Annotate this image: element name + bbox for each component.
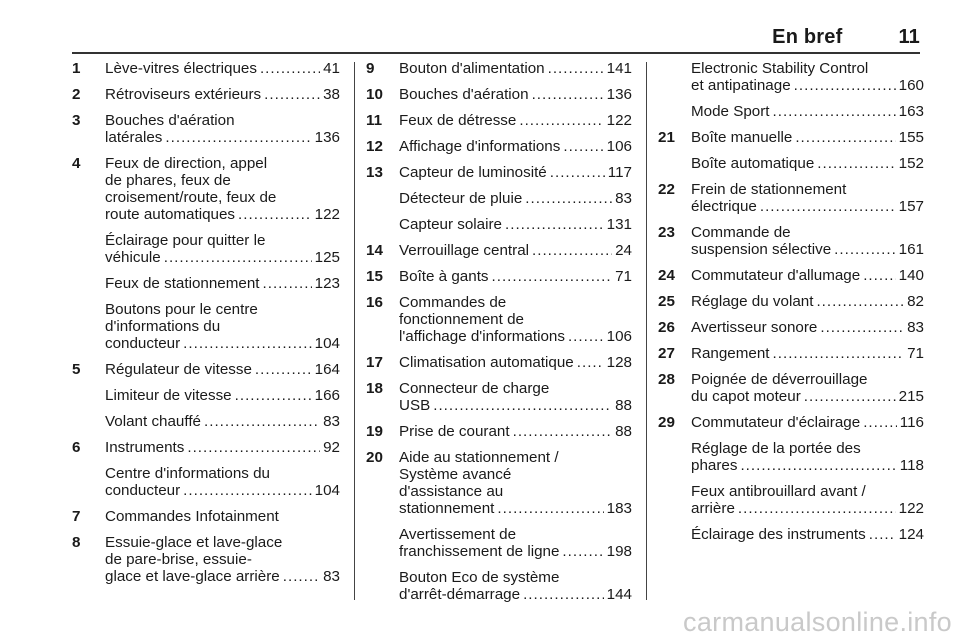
entry-text-line: Electronic Stability Control xyxy=(691,60,869,77)
index-column-3 xyxy=(658,60,924,552)
page-reference[interactable]: 131 xyxy=(606,216,632,233)
page-reference[interactable]: 117 xyxy=(607,164,632,181)
entry-text-line: Commutateur d'allumage xyxy=(691,267,861,284)
index-entry xyxy=(72,301,340,352)
page-reference[interactable]: 198 xyxy=(606,543,632,560)
callout-number: 9 xyxy=(366,60,375,77)
index-entry xyxy=(366,60,632,77)
entry-text-line: Commandes Infotainment xyxy=(105,508,279,525)
callout-number: 8 xyxy=(72,534,81,551)
entry-text-line: Avertisseur sonore xyxy=(691,319,818,336)
entry-text-line: d'arrêt-démarrage xyxy=(399,586,521,603)
index-entry xyxy=(72,439,340,456)
dot-leader xyxy=(183,482,312,499)
entry-text-line: Boîte manuelle xyxy=(691,129,793,146)
index-entry xyxy=(658,103,924,120)
dot-leader xyxy=(523,586,604,603)
callout-number: 11 xyxy=(366,112,383,129)
index-entry xyxy=(658,345,924,362)
index-entry xyxy=(366,449,632,517)
entry-text-line: Bouches d'aération xyxy=(105,112,235,129)
callout-number: 1 xyxy=(72,60,81,77)
dot-leader xyxy=(795,129,895,146)
index-entry xyxy=(366,569,632,603)
dot-leader xyxy=(519,112,603,129)
callout-number: 25 xyxy=(658,293,675,310)
page-reference[interactable]: 24 xyxy=(615,242,632,259)
index-entry xyxy=(658,414,924,431)
column-divider-1 xyxy=(354,62,355,600)
dot-leader xyxy=(505,216,604,233)
dot-leader xyxy=(264,86,320,103)
entry-text-line: l'affichage d'informations xyxy=(399,328,565,345)
index-entry xyxy=(658,267,924,284)
callout-number: 17 xyxy=(366,354,383,371)
index-entry xyxy=(366,190,632,207)
entry-text-line: stationnement xyxy=(399,500,495,517)
watermark: carmanualsonline.info xyxy=(683,607,952,637)
entry-text-line: Système avancé xyxy=(399,466,512,483)
page-reference[interactable]: 161 xyxy=(898,241,924,258)
index-entry xyxy=(72,508,340,525)
page-reference[interactable]: 124 xyxy=(898,526,924,543)
dot-leader xyxy=(204,413,320,430)
entry-text-line: fonctionnement de xyxy=(399,311,524,328)
page-reference[interactable]: 166 xyxy=(314,387,340,404)
entry-text-line: Centre d'informations du xyxy=(105,465,270,482)
entry-text-line: d'informations du xyxy=(105,318,221,335)
entry-text-line: suspension sélective xyxy=(691,241,832,258)
callout-number: 29 xyxy=(658,414,675,431)
callout-number: 4 xyxy=(72,155,81,172)
page-reference[interactable]: 157 xyxy=(898,198,924,215)
page-reference[interactable]: 123 xyxy=(314,275,340,292)
entry-text-line: conducteur xyxy=(105,335,181,352)
entry-text-line: Aide au stationnement / xyxy=(399,449,559,466)
page-reference[interactable]: 163 xyxy=(898,103,924,120)
callout-number: 27 xyxy=(658,345,675,362)
entry-text-line: de pare-brise, essuie- xyxy=(105,551,252,568)
index-entry xyxy=(366,526,632,560)
entry-text-line: Limiteur de vitesse xyxy=(105,387,232,404)
entry-text-line: Poignée de déverrouillage xyxy=(691,371,868,388)
entry-text-line: Boîte automatique xyxy=(691,155,815,172)
dot-leader xyxy=(497,500,603,517)
entry-text-line: Lève-vitres électriques xyxy=(105,60,257,77)
dot-leader xyxy=(740,457,896,474)
dot-leader xyxy=(804,388,896,405)
page-reference[interactable]: 118 xyxy=(899,457,924,474)
index-entry xyxy=(658,129,924,146)
dot-leader xyxy=(183,335,312,352)
dot-leader xyxy=(165,129,311,146)
index-entry xyxy=(658,440,924,474)
dot-leader xyxy=(577,354,604,371)
entry-text-line: Commutateur d'éclairage xyxy=(691,414,861,431)
page-number: 11 xyxy=(898,26,920,48)
page-reference[interactable]: 122 xyxy=(314,206,340,223)
dot-leader xyxy=(238,206,312,223)
callout-number: 28 xyxy=(658,371,675,388)
callout-number: 23 xyxy=(658,224,675,241)
dot-leader xyxy=(817,155,895,172)
index-entry xyxy=(658,293,924,310)
dot-leader xyxy=(513,423,613,440)
entry-text-line: Volant chauffé xyxy=(105,413,201,430)
entry-text-line: Réglage de la portée des xyxy=(691,440,861,457)
entry-text-line: Instruments xyxy=(105,439,185,456)
page-reference[interactable]: 82 xyxy=(907,293,924,310)
entry-text-line: Réglage du volant xyxy=(691,293,814,310)
entry-text-line: Boutons pour le centre xyxy=(105,301,258,318)
callout-number: 10 xyxy=(366,86,383,103)
page-reference[interactable]: 116 xyxy=(899,414,924,431)
page-reference[interactable]: 71 xyxy=(615,268,632,285)
callout-number: 5 xyxy=(72,361,81,378)
index-entry xyxy=(366,380,632,414)
callout-number: 16 xyxy=(366,294,383,311)
entry-text-line: arrière xyxy=(691,500,735,517)
entry-text-line: Éclairage des instruments xyxy=(691,526,866,543)
entry-text-line: Feux de détresse xyxy=(399,112,517,129)
entry-text-line: Frein de stationnement xyxy=(691,181,847,198)
entry-text-line: Capteur de luminosité xyxy=(399,164,547,181)
dot-leader xyxy=(492,268,613,285)
entry-text-line: et antipatinage xyxy=(691,77,791,94)
dot-leader xyxy=(532,242,612,259)
dot-leader xyxy=(568,328,604,345)
page-reference[interactable]: 144 xyxy=(606,586,632,603)
entry-text-line: Détecteur de pluie xyxy=(399,190,523,207)
entry-text-line: Régulateur de vitesse xyxy=(105,361,252,378)
index-entry xyxy=(72,232,340,266)
entry-text-line: Verrouillage central xyxy=(399,242,530,259)
dot-leader xyxy=(255,361,312,378)
dot-leader xyxy=(863,267,895,284)
entry-text-line: Essuie-glace et lave-glace xyxy=(105,534,283,551)
entry-text-line: Feux de stationnement xyxy=(105,275,260,292)
dot-leader xyxy=(260,60,320,77)
index-entry xyxy=(366,354,632,371)
dot-leader xyxy=(773,103,896,120)
index-entry xyxy=(366,423,632,440)
index-entry xyxy=(72,275,340,292)
page-reference[interactable]: 41 xyxy=(323,60,340,77)
dot-leader xyxy=(532,86,604,103)
entry-text-line: Bouches d'aération xyxy=(399,86,529,103)
entry-text-line: croisement/route, feux de xyxy=(105,189,277,206)
dot-leader xyxy=(263,275,312,292)
index-entry xyxy=(366,164,632,181)
dot-leader xyxy=(863,414,897,431)
index-entry xyxy=(72,60,340,77)
page-reference[interactable]: 83 xyxy=(323,568,340,585)
entry-text-line: Feux antibrouillard avant / xyxy=(691,483,866,500)
entry-text-line: Commandes de xyxy=(399,294,507,311)
dot-leader xyxy=(550,164,605,181)
callout-number: 12 xyxy=(366,138,383,155)
dot-leader xyxy=(738,500,896,517)
entry-text-line: Rangement xyxy=(691,345,770,362)
entry-text-line: d'assistance au xyxy=(399,483,504,500)
page-reference[interactable]: 71 xyxy=(907,345,924,362)
index-entry xyxy=(72,465,340,499)
index-entry xyxy=(72,534,340,585)
index-entry xyxy=(658,526,924,543)
entry-text-line: de phares, feux de xyxy=(105,172,231,189)
page-reference[interactable]: 136 xyxy=(606,86,632,103)
page-reference[interactable]: 125 xyxy=(314,249,340,266)
entry-text-line: Affichage d'informations xyxy=(399,138,561,155)
page-reference[interactable]: 83 xyxy=(323,413,340,430)
page-header xyxy=(772,26,920,49)
page-reference[interactable]: 106 xyxy=(606,328,632,345)
index-entry xyxy=(72,413,340,430)
index-entry xyxy=(658,155,924,172)
entry-text-line: Climatisation automatique xyxy=(399,354,574,371)
index-entry xyxy=(72,86,340,103)
entry-text-line: Feux de direction, appel xyxy=(105,155,268,172)
callout-number: 3 xyxy=(72,112,81,129)
entry-text-line: Mode Sport xyxy=(691,103,770,120)
callout-number: 6 xyxy=(72,439,81,456)
page-reference[interactable]: 128 xyxy=(606,354,632,371)
page-reference[interactable]: 141 xyxy=(606,60,632,77)
page-reference[interactable]: 155 xyxy=(898,129,924,146)
dot-leader xyxy=(773,345,905,362)
page-reference[interactable]: 140 xyxy=(898,267,924,284)
entry-text-line: franchissement de ligne xyxy=(399,543,560,560)
page-reference[interactable]: 122 xyxy=(898,500,924,517)
entry-text-line: Bouton d'alimentation xyxy=(399,60,545,77)
dot-leader xyxy=(563,138,603,155)
dot-leader xyxy=(834,241,896,258)
entry-text-line: Boîte à gants xyxy=(399,268,489,285)
entry-text-line: Commande de xyxy=(691,224,791,241)
page-reference[interactable]: 88 xyxy=(615,423,632,440)
entry-text-line: Bouton Eco de système xyxy=(399,569,560,586)
index-entry xyxy=(366,86,632,103)
index-entry xyxy=(366,216,632,233)
page-reference[interactable]: 83 xyxy=(615,190,632,207)
index-entry xyxy=(366,294,632,345)
entry-text-line: glace et lave-glace arrière xyxy=(105,568,280,585)
page-reference[interactable]: 164 xyxy=(314,361,340,378)
index-entry xyxy=(366,268,632,285)
dot-leader xyxy=(820,319,904,336)
index-entry xyxy=(366,112,632,129)
dot-leader xyxy=(283,568,320,585)
entry-text-line: Capteur solaire xyxy=(399,216,502,233)
callout-number: 20 xyxy=(366,449,383,466)
callout-number: 24 xyxy=(658,267,675,284)
entry-text-line: route automatiques xyxy=(105,206,236,223)
dot-leader xyxy=(794,77,896,94)
index-entry xyxy=(72,387,340,404)
index-entry xyxy=(72,155,340,223)
callout-number: 15 xyxy=(366,268,383,285)
page-reference[interactable]: 136 xyxy=(314,129,340,146)
dot-leader xyxy=(433,397,612,414)
dot-leader xyxy=(164,249,312,266)
section-title: En bref xyxy=(772,26,843,48)
callout-number: 26 xyxy=(658,319,675,336)
index-entry xyxy=(658,60,924,94)
entry-text-line: Avertissement de xyxy=(399,526,517,543)
entry-text-line: phares xyxy=(691,457,738,474)
dot-leader xyxy=(548,60,604,77)
entry-text-line: Connecteur de charge xyxy=(399,380,550,397)
callout-number: 19 xyxy=(366,423,383,440)
entry-text-line: conducteur xyxy=(105,482,181,499)
dot-leader xyxy=(187,439,320,456)
index-column-2 xyxy=(366,60,632,612)
index-entry xyxy=(366,138,632,155)
page-reference[interactable]: 88 xyxy=(615,397,632,414)
index-entry xyxy=(366,242,632,259)
dot-leader xyxy=(760,198,896,215)
dot-leader xyxy=(235,387,312,404)
index-column-1 xyxy=(72,60,340,594)
page-reference[interactable]: 83 xyxy=(907,319,924,336)
dot-leader xyxy=(525,190,612,207)
dot-leader xyxy=(816,293,904,310)
column-divider-2 xyxy=(646,62,647,600)
page-reference[interactable]: 106 xyxy=(606,138,632,155)
page-reference[interactable]: 152 xyxy=(898,155,924,172)
header-rule xyxy=(72,52,920,54)
entry-text-line: USB xyxy=(399,397,431,414)
index-entry xyxy=(72,361,340,378)
page-reference[interactable]: 92 xyxy=(323,439,340,456)
entry-text-line: électrique xyxy=(691,198,757,215)
dot-leader xyxy=(869,526,896,543)
callout-number: 2 xyxy=(72,86,81,103)
entry-text-line: du capot moteur xyxy=(691,388,801,405)
callout-number: 18 xyxy=(366,380,383,397)
page-reference[interactable]: 38 xyxy=(323,86,340,103)
entry-text-line: Prise de courant xyxy=(399,423,510,440)
entry-text-line: véhicule xyxy=(105,249,161,266)
page-reference[interactable]: 183 xyxy=(606,500,632,517)
index-entry xyxy=(658,181,924,215)
index-entry xyxy=(658,224,924,258)
page-reference[interactable]: 104 xyxy=(314,482,340,499)
page-reference[interactable]: 215 xyxy=(898,388,924,405)
index-entry xyxy=(658,371,924,405)
callout-number: 22 xyxy=(658,181,675,198)
page-reference[interactable]: 160 xyxy=(898,77,924,94)
index-entry xyxy=(658,483,924,517)
callout-number: 13 xyxy=(366,164,383,181)
index-entry xyxy=(658,319,924,336)
entry-text-line: Rétroviseurs extérieurs xyxy=(105,86,262,103)
callout-number: 21 xyxy=(658,129,675,146)
page-reference[interactable]: 104 xyxy=(314,335,340,352)
index-entry xyxy=(72,112,340,146)
dot-leader xyxy=(562,543,603,560)
entry-text-line: latérales xyxy=(105,129,163,146)
entry-text-line: Éclairage pour quitter le xyxy=(105,232,266,249)
callout-number: 14 xyxy=(366,242,383,259)
callout-number: 7 xyxy=(72,508,81,525)
page-reference[interactable]: 122 xyxy=(606,112,632,129)
